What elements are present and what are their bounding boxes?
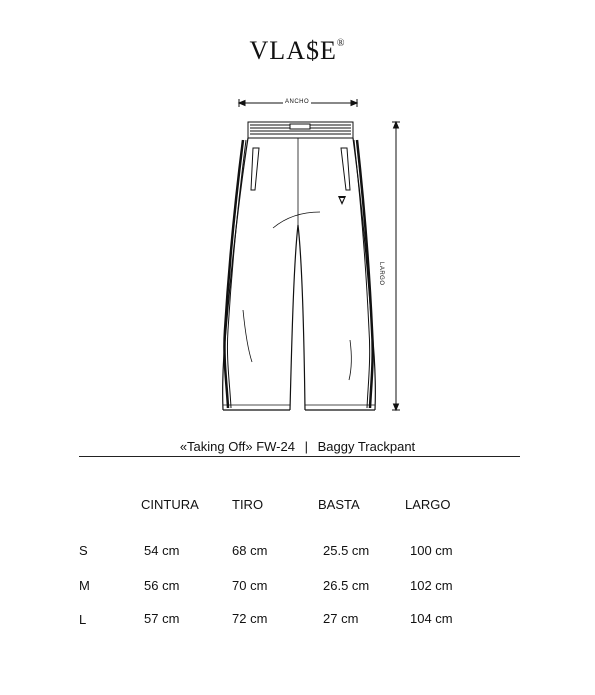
column-header-cintura: CINTURA xyxy=(141,497,199,512)
title-separator: | xyxy=(304,439,308,454)
product-title xyxy=(0,439,595,454)
zip-pockets xyxy=(251,148,350,190)
cell-s-basta: 25.5 cm xyxy=(323,543,370,558)
column-header-basta: BASTA xyxy=(318,497,360,512)
cell-l-largo: 104 cm xyxy=(410,611,453,626)
pant-outline xyxy=(223,138,376,410)
divider xyxy=(79,456,520,457)
brand-name: VLA$E xyxy=(249,36,337,65)
cell-m-tiro: 70 cm xyxy=(232,578,268,593)
length-dimension-arrow xyxy=(392,122,400,410)
column-header-tiro: TIRO xyxy=(232,497,264,512)
column-header-largo: LARGO xyxy=(405,497,451,512)
cell-s-largo: 100 cm xyxy=(410,543,453,558)
collection-name: «Taking Off» FW-24 xyxy=(179,439,295,454)
cell-l-cintura: 57 cm xyxy=(144,611,180,626)
row-size-m: M xyxy=(79,578,90,593)
cell-l-basta: 27 cm xyxy=(323,611,359,626)
row-size-s: S xyxy=(79,543,88,558)
cell-s-cintura: 54 cm xyxy=(144,543,180,558)
cell-m-basta: 26.5 cm xyxy=(323,578,370,593)
product-name: Baggy Trackpant xyxy=(317,439,416,454)
waistband xyxy=(248,122,353,138)
row-size-l: L xyxy=(79,612,87,627)
cell-l-tiro: 72 cm xyxy=(232,611,268,626)
cell-m-largo: 102 cm xyxy=(410,578,453,593)
cell-s-tiro: 68 cm xyxy=(232,543,268,558)
logo-v-icon xyxy=(338,196,346,205)
cell-m-cintura: 56 cm xyxy=(144,578,180,593)
length-label: LARGO xyxy=(378,262,384,286)
registered-mark: ® xyxy=(336,38,346,49)
width-label: ANCHO xyxy=(285,99,310,105)
